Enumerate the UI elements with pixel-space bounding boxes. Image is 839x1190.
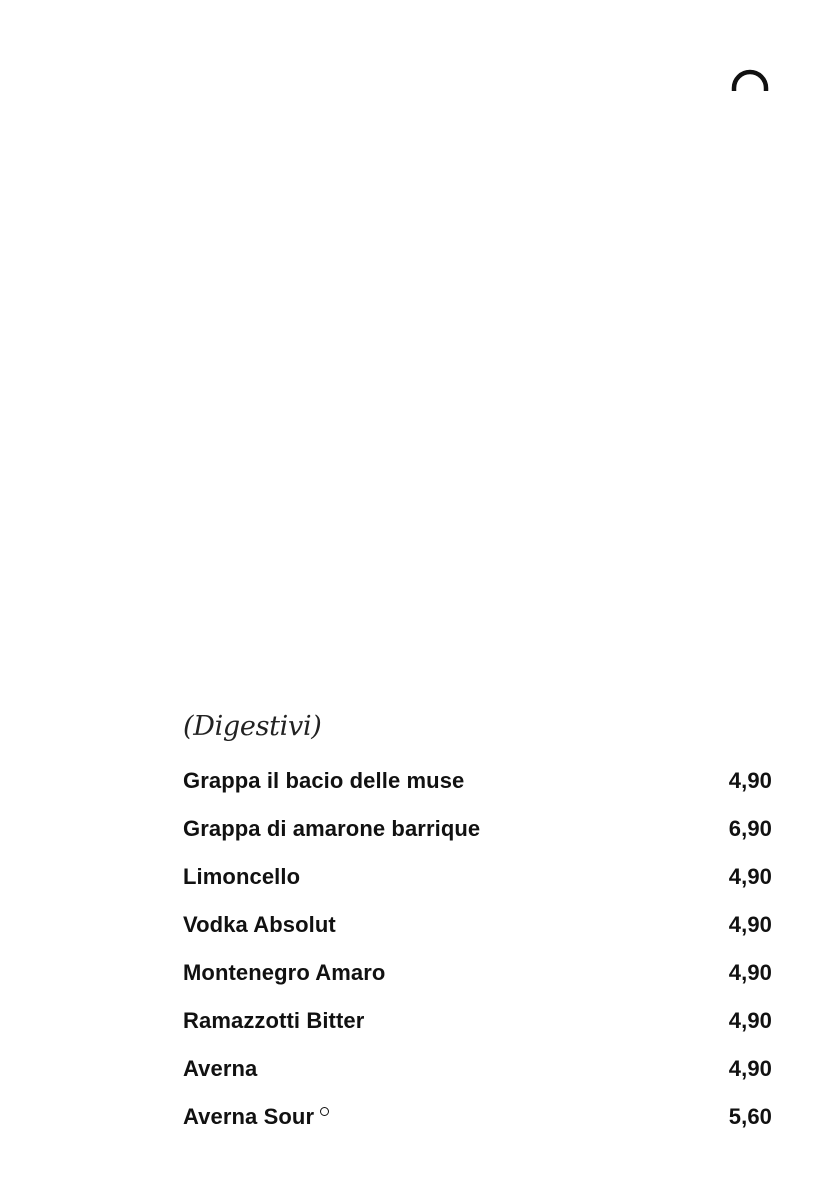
menu-list — [183, 757, 772, 1141]
item-price: 4,90 — [728, 1056, 772, 1081]
item-name — [183, 864, 300, 890]
item-name — [183, 816, 480, 842]
item-name — [183, 1056, 257, 1082]
section-title: (Digestivi) — [183, 711, 322, 742]
item-name-text: Ramazzotti Bitter — [183, 1008, 365, 1033]
circle-marker-icon — [320, 1107, 329, 1116]
item-price: 6,90 — [728, 816, 772, 841]
item-price: 4,90 — [728, 1008, 772, 1033]
item-price: 5,60 — [728, 1104, 772, 1129]
item-name — [183, 912, 336, 938]
item-name-text: Limoncello — [183, 864, 301, 889]
digestivi-menu-section — [183, 707, 772, 1141]
item-name-text: Averna — [183, 1056, 258, 1081]
item-name — [183, 1104, 329, 1130]
menu-item — [183, 997, 772, 1045]
item-name-text: Grappa di amarone barrique — [183, 816, 481, 841]
item-name-text: Averna Sour — [183, 1104, 315, 1129]
item-name-text: Grappa il bacio delle muse — [183, 768, 465, 793]
item-name — [183, 960, 385, 986]
item-price: 4,90 — [728, 912, 772, 937]
menu-item — [183, 1045, 772, 1093]
menu-item — [183, 757, 772, 805]
menu-item — [183, 805, 772, 853]
menu-item — [183, 901, 772, 949]
arch-logo-icon — [731, 69, 769, 91]
item-name-text: Vodka Absolut — [183, 912, 336, 937]
item-price: 4,90 — [728, 960, 772, 985]
menu-item — [183, 949, 772, 997]
menu-item — [183, 853, 772, 901]
item-price: 4,90 — [728, 864, 772, 889]
item-name-text: Montenegro Amaro — [183, 960, 386, 985]
item-name — [183, 768, 464, 794]
menu-item — [183, 1093, 772, 1141]
item-name — [183, 1008, 364, 1034]
item-price: 4,90 — [728, 768, 772, 793]
